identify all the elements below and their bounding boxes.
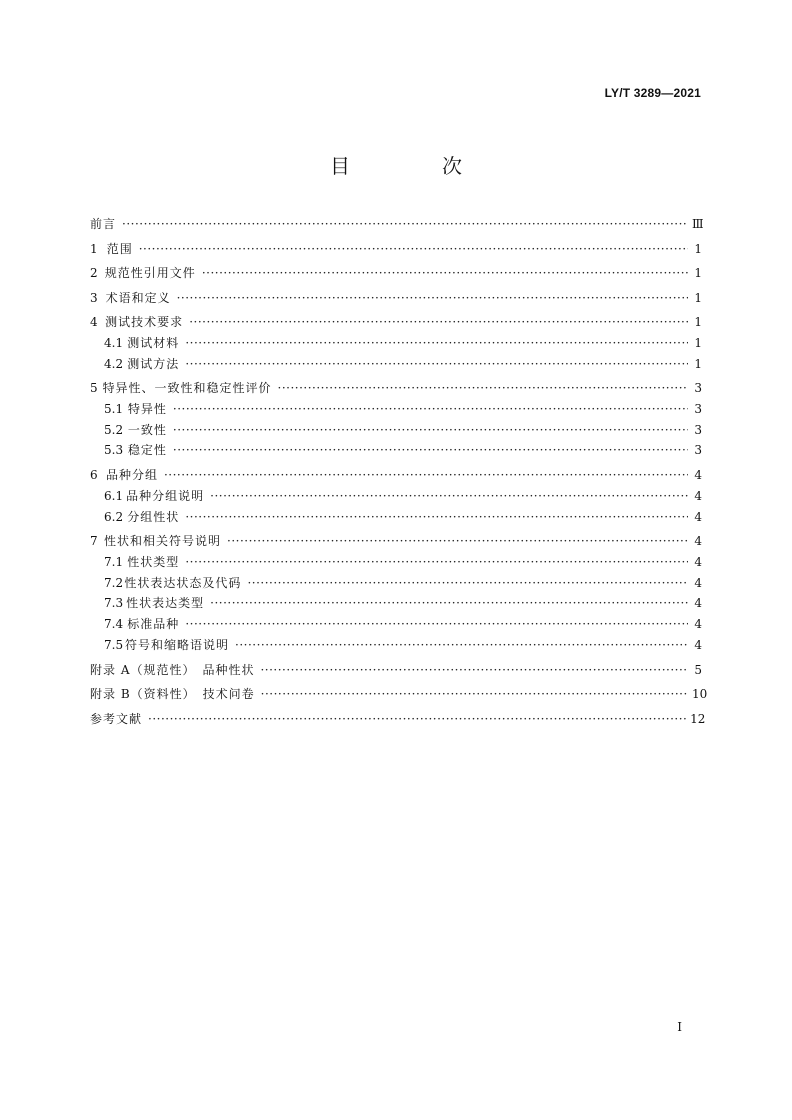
toc-entry[interactable] — [90, 616, 702, 632]
toc-entry-page: 4 — [694, 554, 702, 569]
toc-entry-label: 测试方法 — [127, 356, 180, 371]
toc-entry[interactable] — [90, 686, 708, 702]
toc-entry-number: 6.2 — [104, 509, 124, 524]
dot-leader — [227, 533, 688, 549]
toc-entry[interactable] — [90, 380, 702, 396]
toc-entry[interactable] — [90, 595, 702, 611]
toc-entry-page: 12 — [690, 711, 706, 726]
dot-leader — [210, 488, 688, 504]
toc-entry-page: 3 — [694, 443, 702, 458]
toc-entry-page: 4 — [694, 488, 702, 503]
toc-entry-label: 品种分组说明 — [126, 488, 205, 503]
toc-entry-label: 品种分组 — [105, 467, 158, 482]
toc-entry-label: 附录 A（规范性） 品种性状 — [90, 662, 255, 677]
dot-leader — [148, 711, 686, 727]
toc-entry-page: 4 — [694, 534, 702, 549]
toc-entry-label: 分组性状 — [127, 509, 180, 524]
toc-entry-page: 4 — [694, 467, 702, 482]
toc-entry[interactable] — [90, 711, 706, 727]
toc-entry-page: 4 — [694, 617, 702, 632]
toc-entry-number: 2 — [90, 266, 98, 280]
toc-entry-label: 附录 B（资料性） 技术问卷 — [90, 687, 255, 702]
dot-leader — [185, 616, 688, 632]
toc-entry-label: 特异性、一致性和稳定性评价 — [102, 381, 272, 396]
dot-leader — [210, 595, 688, 611]
dot-leader — [185, 509, 688, 525]
toc-entry-number: 7.3 — [104, 596, 124, 611]
toc-entry-label: 范围 — [106, 241, 133, 256]
toc-entry-page: 4 — [694, 596, 702, 611]
toc-entry[interactable] — [90, 290, 702, 306]
toc-entry-number: 6.1 — [104, 488, 124, 503]
toc-entry-label: 规范性引用文件 — [104, 266, 196, 280]
toc-entry[interactable] — [90, 575, 702, 591]
table-of-contents — [90, 216, 708, 727]
toc-entry-number: 5 — [90, 381, 98, 396]
toc-entry-label: 性状表达类型 — [126, 596, 205, 611]
toc-entry-page: 1 — [694, 241, 702, 256]
toc-entry[interactable] — [90, 509, 702, 525]
toc-entry[interactable] — [90, 216, 702, 232]
toc-entry-label: 标准品种 — [127, 617, 180, 632]
toc-entry-number: 7 — [90, 534, 98, 549]
standard-code: LY/T 3289—2021 — [604, 86, 701, 100]
toc-entry[interactable] — [90, 467, 702, 483]
toc-entry-number: 7.2 — [104, 575, 124, 590]
toc-entry-page: 4 — [694, 575, 702, 590]
toc-entry-label: 测试材料 — [127, 335, 180, 350]
toc-entry-page: 1 — [694, 356, 702, 371]
dot-leader — [185, 335, 688, 351]
toc-entry-number: 7.1 — [104, 554, 124, 569]
dot-leader — [202, 265, 688, 281]
toc-entry-page: 5 — [694, 662, 702, 677]
dot-leader — [173, 422, 688, 438]
toc-entry-label: 一致性 — [127, 422, 167, 437]
toc-entry-label: 符号和缩略语说明 — [125, 638, 230, 653]
toc-entry-page: 1 — [694, 335, 702, 350]
toc-entry-number: 3 — [90, 290, 98, 305]
dot-leader — [185, 356, 688, 372]
toc-entry-label: 性状表达状态及代码 — [124, 575, 242, 590]
dot-leader — [261, 686, 688, 702]
toc-entry-label: 性状和相关符号说明 — [104, 534, 222, 549]
dot-leader — [139, 241, 688, 257]
dot-leader — [189, 314, 688, 330]
toc-entry[interactable] — [90, 241, 702, 257]
dot-leader — [122, 216, 688, 232]
toc-entry-page: 4 — [694, 638, 702, 653]
toc-entry[interactable] — [90, 401, 702, 417]
toc-entry-page: 1 — [694, 266, 702, 280]
toc-entry[interactable] — [90, 662, 702, 678]
toc-entry[interactable] — [90, 533, 702, 549]
toc-entry[interactable] — [90, 265, 702, 281]
page-title: 目 次 — [330, 154, 498, 178]
toc-entry[interactable] — [90, 422, 702, 438]
toc-entry-label: 稳定性 — [127, 443, 167, 458]
toc-entry[interactable] — [90, 442, 702, 458]
toc-entry-page: 1 — [694, 290, 702, 305]
toc-entry-number: 1 — [90, 241, 98, 256]
dot-leader — [173, 442, 688, 458]
toc-entry-page: 4 — [694, 509, 702, 524]
toc-entry-number: 7.4 — [104, 617, 124, 632]
toc-entry[interactable] — [90, 637, 702, 653]
toc-entry-label: 特异性 — [127, 401, 167, 416]
dot-leader — [260, 662, 688, 678]
toc-entry[interactable] — [90, 356, 702, 372]
toc-entry-number: 5.2 — [104, 422, 124, 437]
toc-entry[interactable] — [90, 335, 702, 351]
toc-entry[interactable] — [90, 488, 702, 504]
toc-entry-number: 5.1 — [104, 401, 124, 416]
dot-leader — [235, 637, 688, 653]
toc-entry-page: 1 — [694, 315, 702, 329]
toc-entry-number: 4.2 — [104, 356, 124, 371]
toc-entry-label: 前言 — [90, 217, 117, 231]
toc-entry-page: 3 — [694, 381, 702, 396]
dot-leader — [247, 575, 688, 591]
dot-leader — [177, 290, 688, 306]
toc-entry[interactable] — [90, 314, 702, 330]
dot-leader — [173, 401, 688, 417]
dot-leader — [164, 467, 688, 483]
toc-entry[interactable] — [90, 554, 702, 570]
toc-entry-label: 参考文献 — [90, 711, 143, 726]
page-number: I — [677, 1020, 682, 1034]
toc-entry-label: 性状类型 — [127, 554, 180, 569]
toc-entry-page: 3 — [694, 401, 702, 416]
toc-entry-number: 5.3 — [104, 443, 124, 458]
toc-entry-number: 4.1 — [104, 335, 124, 350]
dot-leader — [278, 380, 689, 396]
toc-entry-label: 术语和定义 — [105, 290, 171, 305]
toc-entry-page: Ⅲ — [692, 217, 704, 231]
toc-entry-number: 7.5 — [104, 638, 124, 653]
dot-leader — [185, 554, 688, 570]
toc-entry-page: 10 — [692, 687, 708, 702]
toc-entry-page: 3 — [694, 422, 702, 437]
toc-entry-label: 测试技术要求 — [105, 315, 184, 329]
toc-entry-number: 6 — [90, 467, 98, 482]
toc-entry-number: 4 — [90, 315, 98, 329]
